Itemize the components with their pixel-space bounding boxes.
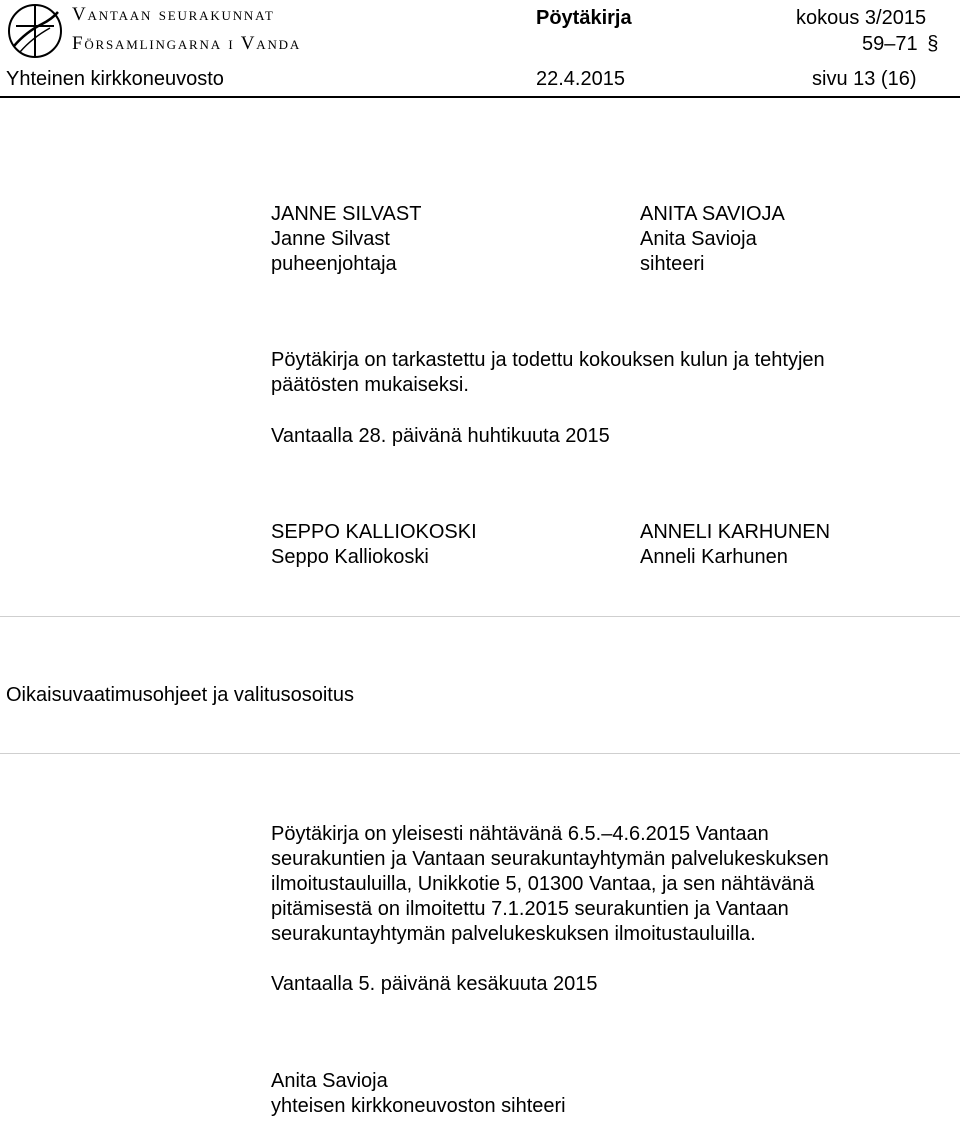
section-mark: § — [927, 33, 939, 55]
notice-line-4: pitämisestä on ilmoitettu 7.1.2015 seurakuntien ja Vantaan — [271, 898, 789, 920]
appeal-heading: Oikaisuvaatimusohjeet ja valitusosoitus — [6, 684, 354, 706]
meeting-number: kokous 3/2015 — [796, 7, 927, 29]
section-range — [862, 32, 938, 56]
divider-1 — [0, 616, 960, 617]
review-place-date: Vantaalla 28. päivänä huhtikuuta 2015 — [271, 425, 610, 447]
doc-type: Pöytäkirja — [536, 7, 632, 29]
review-line-2: päätösten mukaiseksi. — [271, 374, 469, 396]
signer-secretary-role: sihteeri — [640, 253, 705, 275]
examiner-1-name: Seppo Kalliokoski — [271, 546, 429, 568]
notice-place-date: Vantaalla 5. päivänä kesäkuuta 2015 — [271, 973, 598, 995]
final-signer-name: Anita Savioja — [271, 1070, 388, 1092]
org-name-swedish: Församlingarna i Vanda — [72, 33, 302, 54]
notice-line-1: Pöytäkirja on yleisesti nähtävänä 6.5.–4.6.2015 Vantaan — [271, 823, 769, 845]
signer-secretary-caps: ANITA SAVIOJA — [640, 203, 785, 225]
body-name: Yhteinen kirkkoneuvosto — [6, 68, 224, 90]
divider-2 — [0, 753, 960, 754]
section-numbers: 59–71 — [862, 33, 918, 55]
signer-chair-name: Janne Silvast — [271, 228, 390, 250]
header-rule — [0, 96, 960, 98]
examiner-1-caps: SEPPO KALLIOKOSKI — [271, 521, 477, 543]
meeting-date: 22.4.2015 — [536, 68, 625, 90]
org-name-finnish: Vantaan seurakunnat — [72, 4, 275, 25]
notice-line-5: seurakuntayhtymän palvelukeskuksen ilmoitustauluilla. — [271, 923, 756, 945]
examiner-2-caps: ANNELI KARHUNEN — [640, 521, 831, 543]
notice-line-2: seurakuntien ja Vantaan seurakuntayhtymän palvelukeskuksen — [271, 848, 829, 870]
notice-line-3: ilmoitustauluilla, Unikkotie 5, 01300 Vantaa, ja sen nähtävänä — [271, 873, 815, 895]
examiner-2-name: Anneli Karhunen — [640, 546, 788, 568]
signer-secretary-name: Anita Savioja — [640, 228, 757, 250]
signer-chair-caps: JANNE SILVAST — [271, 203, 422, 225]
review-line-1: Pöytäkirja on tarkastettu ja todettu kokouksen kulun ja tehtyjen — [271, 349, 825, 371]
parish-logo-icon — [6, 2, 64, 60]
final-signer-title: yhteisen kirkkoneuvoston sihteeri — [271, 1095, 566, 1117]
signer-chair-role: puheenjohtaja — [271, 253, 397, 275]
page-number: sivu 13 (16) — [812, 68, 917, 90]
